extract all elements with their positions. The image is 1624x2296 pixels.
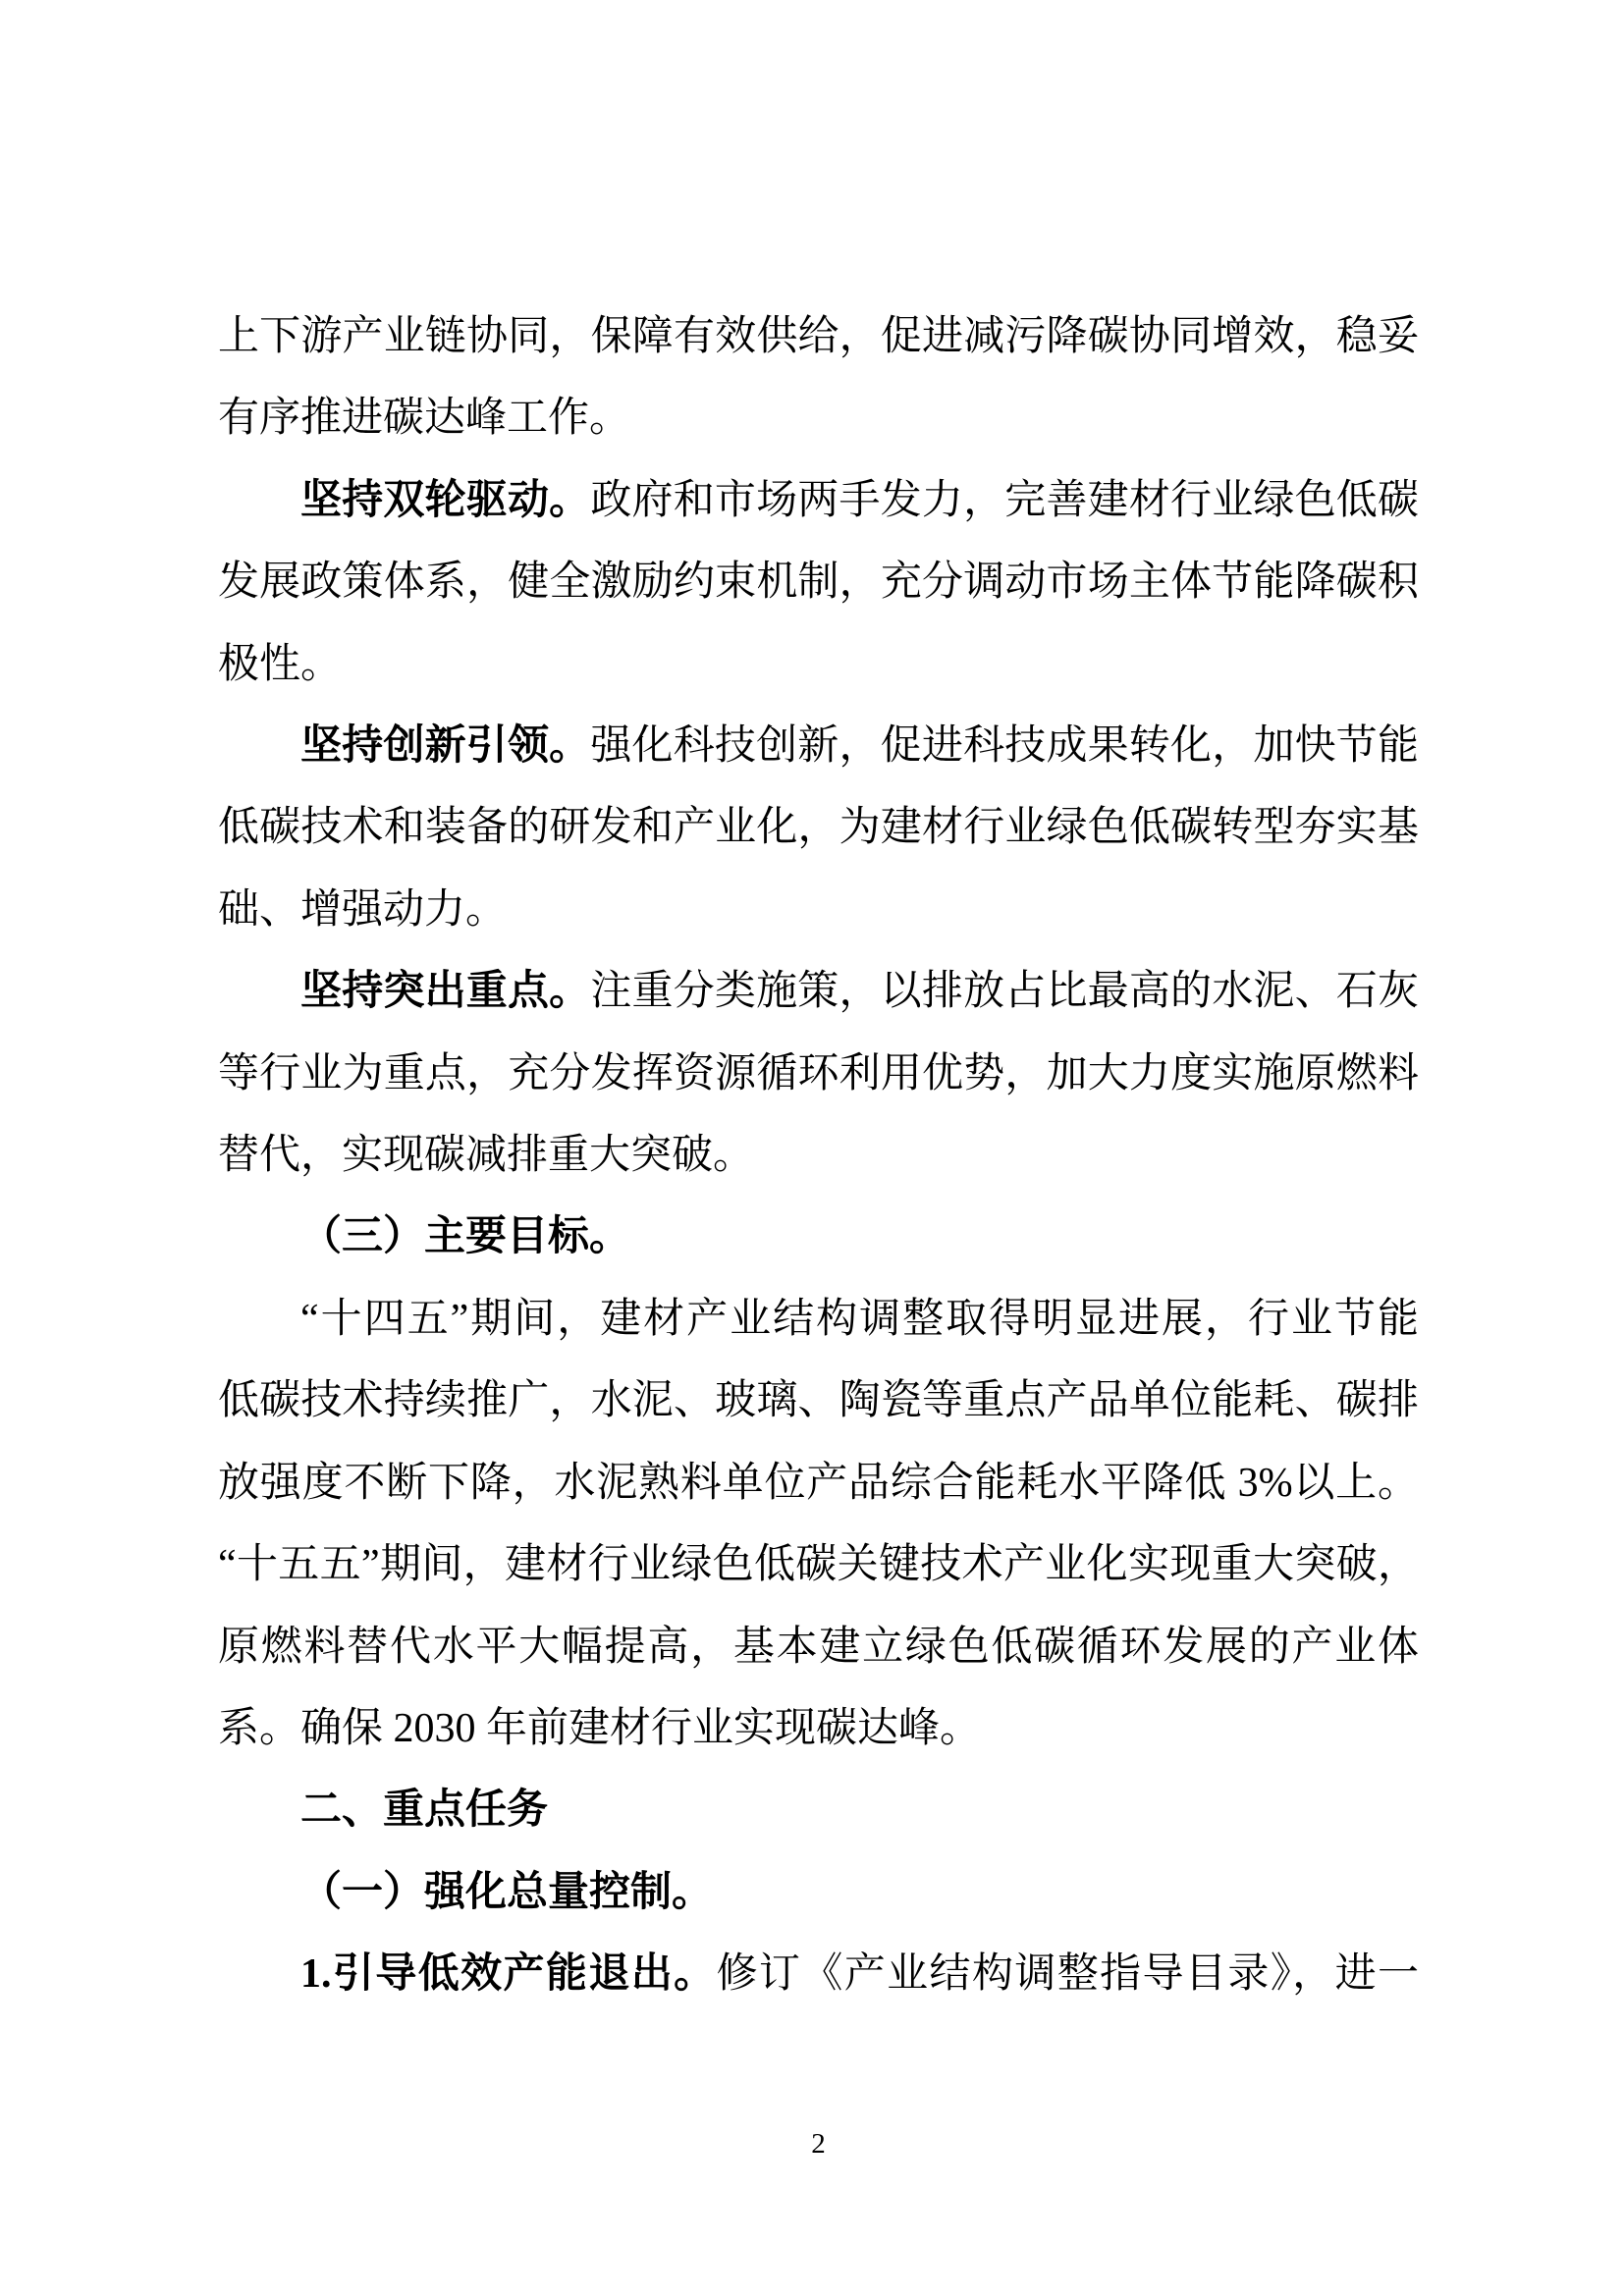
text-line [218, 1279, 1419, 1361]
heading-main-goals [218, 1197, 1419, 1278]
text-line [218, 1197, 1419, 1278]
text-segment: “十四五”期间，建材产业结构调整取得明显进展，行业节能 [300, 1296, 1419, 1342]
text-segment: 政府和市场两手发力，完善建材行业绿色低碳 [590, 477, 1419, 523]
text-segment: 发展政策体系，健全激励约束机制，充分调动市场主体节能降碳积 [218, 560, 1419, 606]
bold-text-segment: 坚持双轮驱动。 [300, 477, 591, 523]
text-line [218, 378, 1419, 459]
text-segment: 系。确保 2030 年前建材行业实现碳达峰。 [218, 1705, 982, 1751]
text-line [218, 1443, 1419, 1524]
text-segment: 强化科技创新，促进科技成果转化，加快节能 [590, 723, 1419, 770]
text-segment: 替代，实现碳减排重大突破。 [218, 1133, 755, 1179]
page-number: 2 [811, 2128, 826, 2160]
text-segment: 有序推进碳达峰工作。 [218, 396, 631, 442]
text-segment: 原燃料替代水平大幅提高，基本建立绿色低碳循环发展的产业体 [218, 1624, 1419, 1670]
text-line [218, 787, 1419, 869]
heading-key-tasks [218, 1770, 1419, 1851]
text-segment: “十五五”期间，建材行业绿色低碳关键技术产业化实现重大突破， [218, 1542, 1419, 1588]
text-line [218, 542, 1419, 623]
text-segment: 极性。 [218, 641, 343, 687]
text-segment: 放强度不断下降，水泥熟料单位产品综合能耗水平降低 3%以上。 [218, 1460, 1419, 1506]
text-line [218, 296, 1419, 378]
text-line [218, 1770, 1419, 1851]
bold-text-segment: 1.引导低效产能退出。 [300, 1951, 717, 1998]
text-line [218, 1524, 1419, 1606]
principle-key-focus [218, 951, 1419, 1197]
principle-dual-drive [218, 460, 1419, 706]
bold-text-segment: 坚持创新引领。 [300, 723, 591, 770]
text-line [218, 1688, 1419, 1770]
bold-text-segment: （三）主要目标。 [300, 1214, 631, 1260]
text-segment: 础、增强动力。 [218, 886, 508, 933]
text-segment: 上下游产业链协同，保障有效供给，促进减污降碳协同增效，稳妥 [218, 314, 1419, 359]
text-segment: 低碳技术持续推广，水泥、玻璃、陶瓷等重点产品单位能耗、碳排 [218, 1378, 1419, 1424]
text-line [218, 870, 1419, 951]
document-body [218, 296, 1419, 2016]
text-segment: 低碳技术和装备的研发和产业化，为建材行业绿色低碳转型夯实基 [218, 805, 1419, 851]
text-line [218, 951, 1419, 1033]
text-line [218, 1115, 1419, 1197]
text-line [218, 1034, 1419, 1115]
text-line [218, 460, 1419, 542]
text-line [218, 1361, 1419, 1442]
text-segment: 等行业为重点，充分发挥资源循环利用优势，加大力度实施原燃料 [218, 1050, 1419, 1096]
para-guiding-principle-carryover [218, 296, 1419, 460]
bold-text-segment: （一）强化总量控制。 [300, 1869, 714, 1915]
bold-text-segment: 坚持突出重点。 [300, 969, 591, 1015]
text-segment: 修订《产业结构调整指导目录》，进一 [716, 1951, 1419, 1998]
text-line [218, 1607, 1419, 1688]
principle-innovation-lead [218, 706, 1419, 951]
text-line [218, 706, 1419, 787]
text-line [218, 624, 1419, 706]
text-segment: 注重分类施策，以排放占比最高的水泥、石灰 [590, 969, 1419, 1015]
heading-total-volume-control [218, 1852, 1419, 1934]
para-main-goals [218, 1279, 1419, 1770]
bold-text-segment: 二、重点任务 [300, 1788, 549, 1834]
text-line [218, 1852, 1419, 1934]
text-line [218, 1934, 1419, 2015]
para-guide-inefficient-capacity-exit [218, 1934, 1419, 2015]
